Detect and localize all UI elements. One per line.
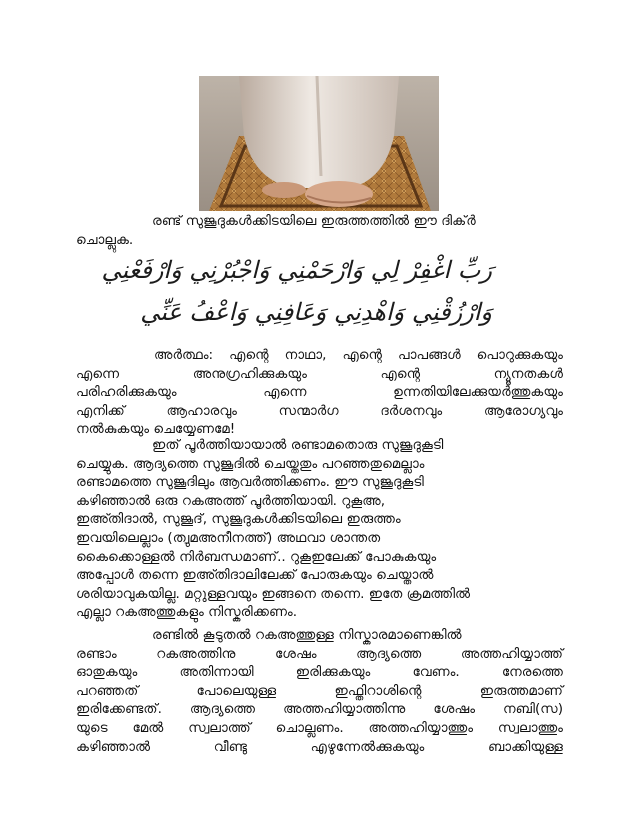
meaning-line: എന്നെ അനുഗ്രഹിക്കുകയും എന്റെ ന്യൂനതകൾ bbox=[76, 365, 563, 382]
arabic-dua-line: وَارْزُقْنِي وَاهْدِنِي وَعَافِنِي وَاعْفُ عَنِّي bbox=[140, 298, 492, 326]
caption-line: ചൊല്ലുക. bbox=[76, 231, 134, 248]
dhikr-caption bbox=[76, 212, 563, 249]
tashahhud-paragraph bbox=[76, 626, 563, 756]
paragraph-line: കഴിഞ്ഞാൽ വീണ്ടു എഴുന്നേൽക്കുകയും ബാക്കിയുള്ള bbox=[76, 738, 563, 755]
meaning-line: നൽകുകയും ചെയ്യേണമേ! bbox=[76, 421, 236, 438]
paragraph-line: ഓതുകയും അതിന്നായി ഇരിക്കുകയും വേണം. നേരത്തെ bbox=[76, 664, 563, 681]
paragraph-line: അപ്പോൾ തന്നെ ഇഅ്തിദാലിലേക്ക് പോരുകയും ചെയ്താൽ bbox=[76, 567, 434, 584]
prayer-sitting-illustration bbox=[199, 76, 439, 211]
paragraph-line: കഴിഞ്ഞാൽ ഒരു റകഅത്ത് പൂർത്തിയായി. റുകൂഅ, bbox=[76, 492, 386, 509]
prayer-sitting-photo bbox=[199, 76, 439, 211]
meaning-line: പരിഹരിക്കുകയും എന്നെ ഉന്നതിയിലേക്കുയർത്തുകയും bbox=[76, 384, 563, 401]
paragraph-line: യുടെ മേൽ സ്വലാത്ത് ചൊല്ലണം. അത്തഹിയ്യാത്തും സ്വലാത്തും bbox=[76, 719, 563, 736]
second-sujood-paragraph bbox=[76, 436, 563, 622]
paragraph-line: പറഞ്ഞത് പോലെയുള്ള ഇഫ്തിറാശിന്റെ ഇരുത്തമാണ് bbox=[76, 682, 563, 699]
paragraph-line: എല്ലാ റകഅത്തുകളും നിസ്കരിക്കണം. bbox=[76, 604, 298, 621]
paragraph-line: ശരിയാവുകയില്ല. മറ്റുള്ളവയും ഇങ്ങനെ തന്നെ. ഇതേ ക്രമത്തിൽ bbox=[76, 585, 471, 602]
paragraph-line: കൈക്കൊള്ളൽ നിർബന്ധമാണ്.. റുകൂഇലേക്ക് പോകുകയും bbox=[76, 548, 437, 565]
paragraph-line: ഇരിക്കേണ്ടത്. ആദ്യത്തെ അത്തഹിയ്യാത്തിന്നു ശേഷം നബി(സ) bbox=[76, 701, 563, 718]
paragraph-line: ഇഅ്തിദാൽ, സുജൂദ്, സുജൂദുകൾക്കിടയിലെ ഇരുത്തം bbox=[76, 511, 401, 528]
arabic-dua-line: رَبِّ اغْفِرْ لِي وَارْحَمْنِي وَاجْبُرْنِي وَارْفَعْنِي bbox=[101, 256, 492, 284]
caption-line: രണ്ട് സുജൂദുകൾക്കിടയിലെ ഇരുത്തത്തിൽ ഈ ദിക്ർ bbox=[152, 213, 476, 229]
meaning-paragraph bbox=[76, 346, 563, 439]
meaning-line: എനിക്ക് ആഹാരവും സന്മാർഗ ദർശനവും ആരോഗ്യവും bbox=[76, 402, 563, 419]
paragraph-line: രണ്ടാമത്തെ സുജൂദിലും ആവർത്തിക്കണം. ഈ സുജൂദുകൂടി bbox=[76, 474, 424, 491]
arabic-dua-calligraphy bbox=[101, 250, 492, 338]
paragraph-line: ഇവയിലെല്ലാം (ത്വുമഅനീനത്ത്) അഥവാ ശാന്തത bbox=[76, 529, 381, 546]
paragraph-line: ചെയ്യുക. ആദ്യത്തെ സുജൂദിൽ ചെയ്തതും പറഞ്ഞതുമെല്ലാം bbox=[76, 455, 425, 472]
meaning-line: അർത്ഥം: എന്റെ നാഥാ, എന്റെ പാപങ്ങൾ പൊറുക്കുകയും bbox=[154, 347, 563, 363]
paragraph-line: ഇത് പൂർത്തിയായാൽ രണ്ടാമതൊരു സുജൂദുകൂടി bbox=[152, 437, 444, 453]
paragraph-line: രണ്ടാം റകഅത്തിനു ശേഷം ആദ്യത്തെ അത്തഹിയ്യാത്ത് bbox=[76, 645, 563, 662]
paragraph-line: രണ്ടിൽ കൂടുതൽ റകഅത്തുള്ള നിസ്കാരമാണെങ്കിൽ bbox=[152, 627, 462, 643]
